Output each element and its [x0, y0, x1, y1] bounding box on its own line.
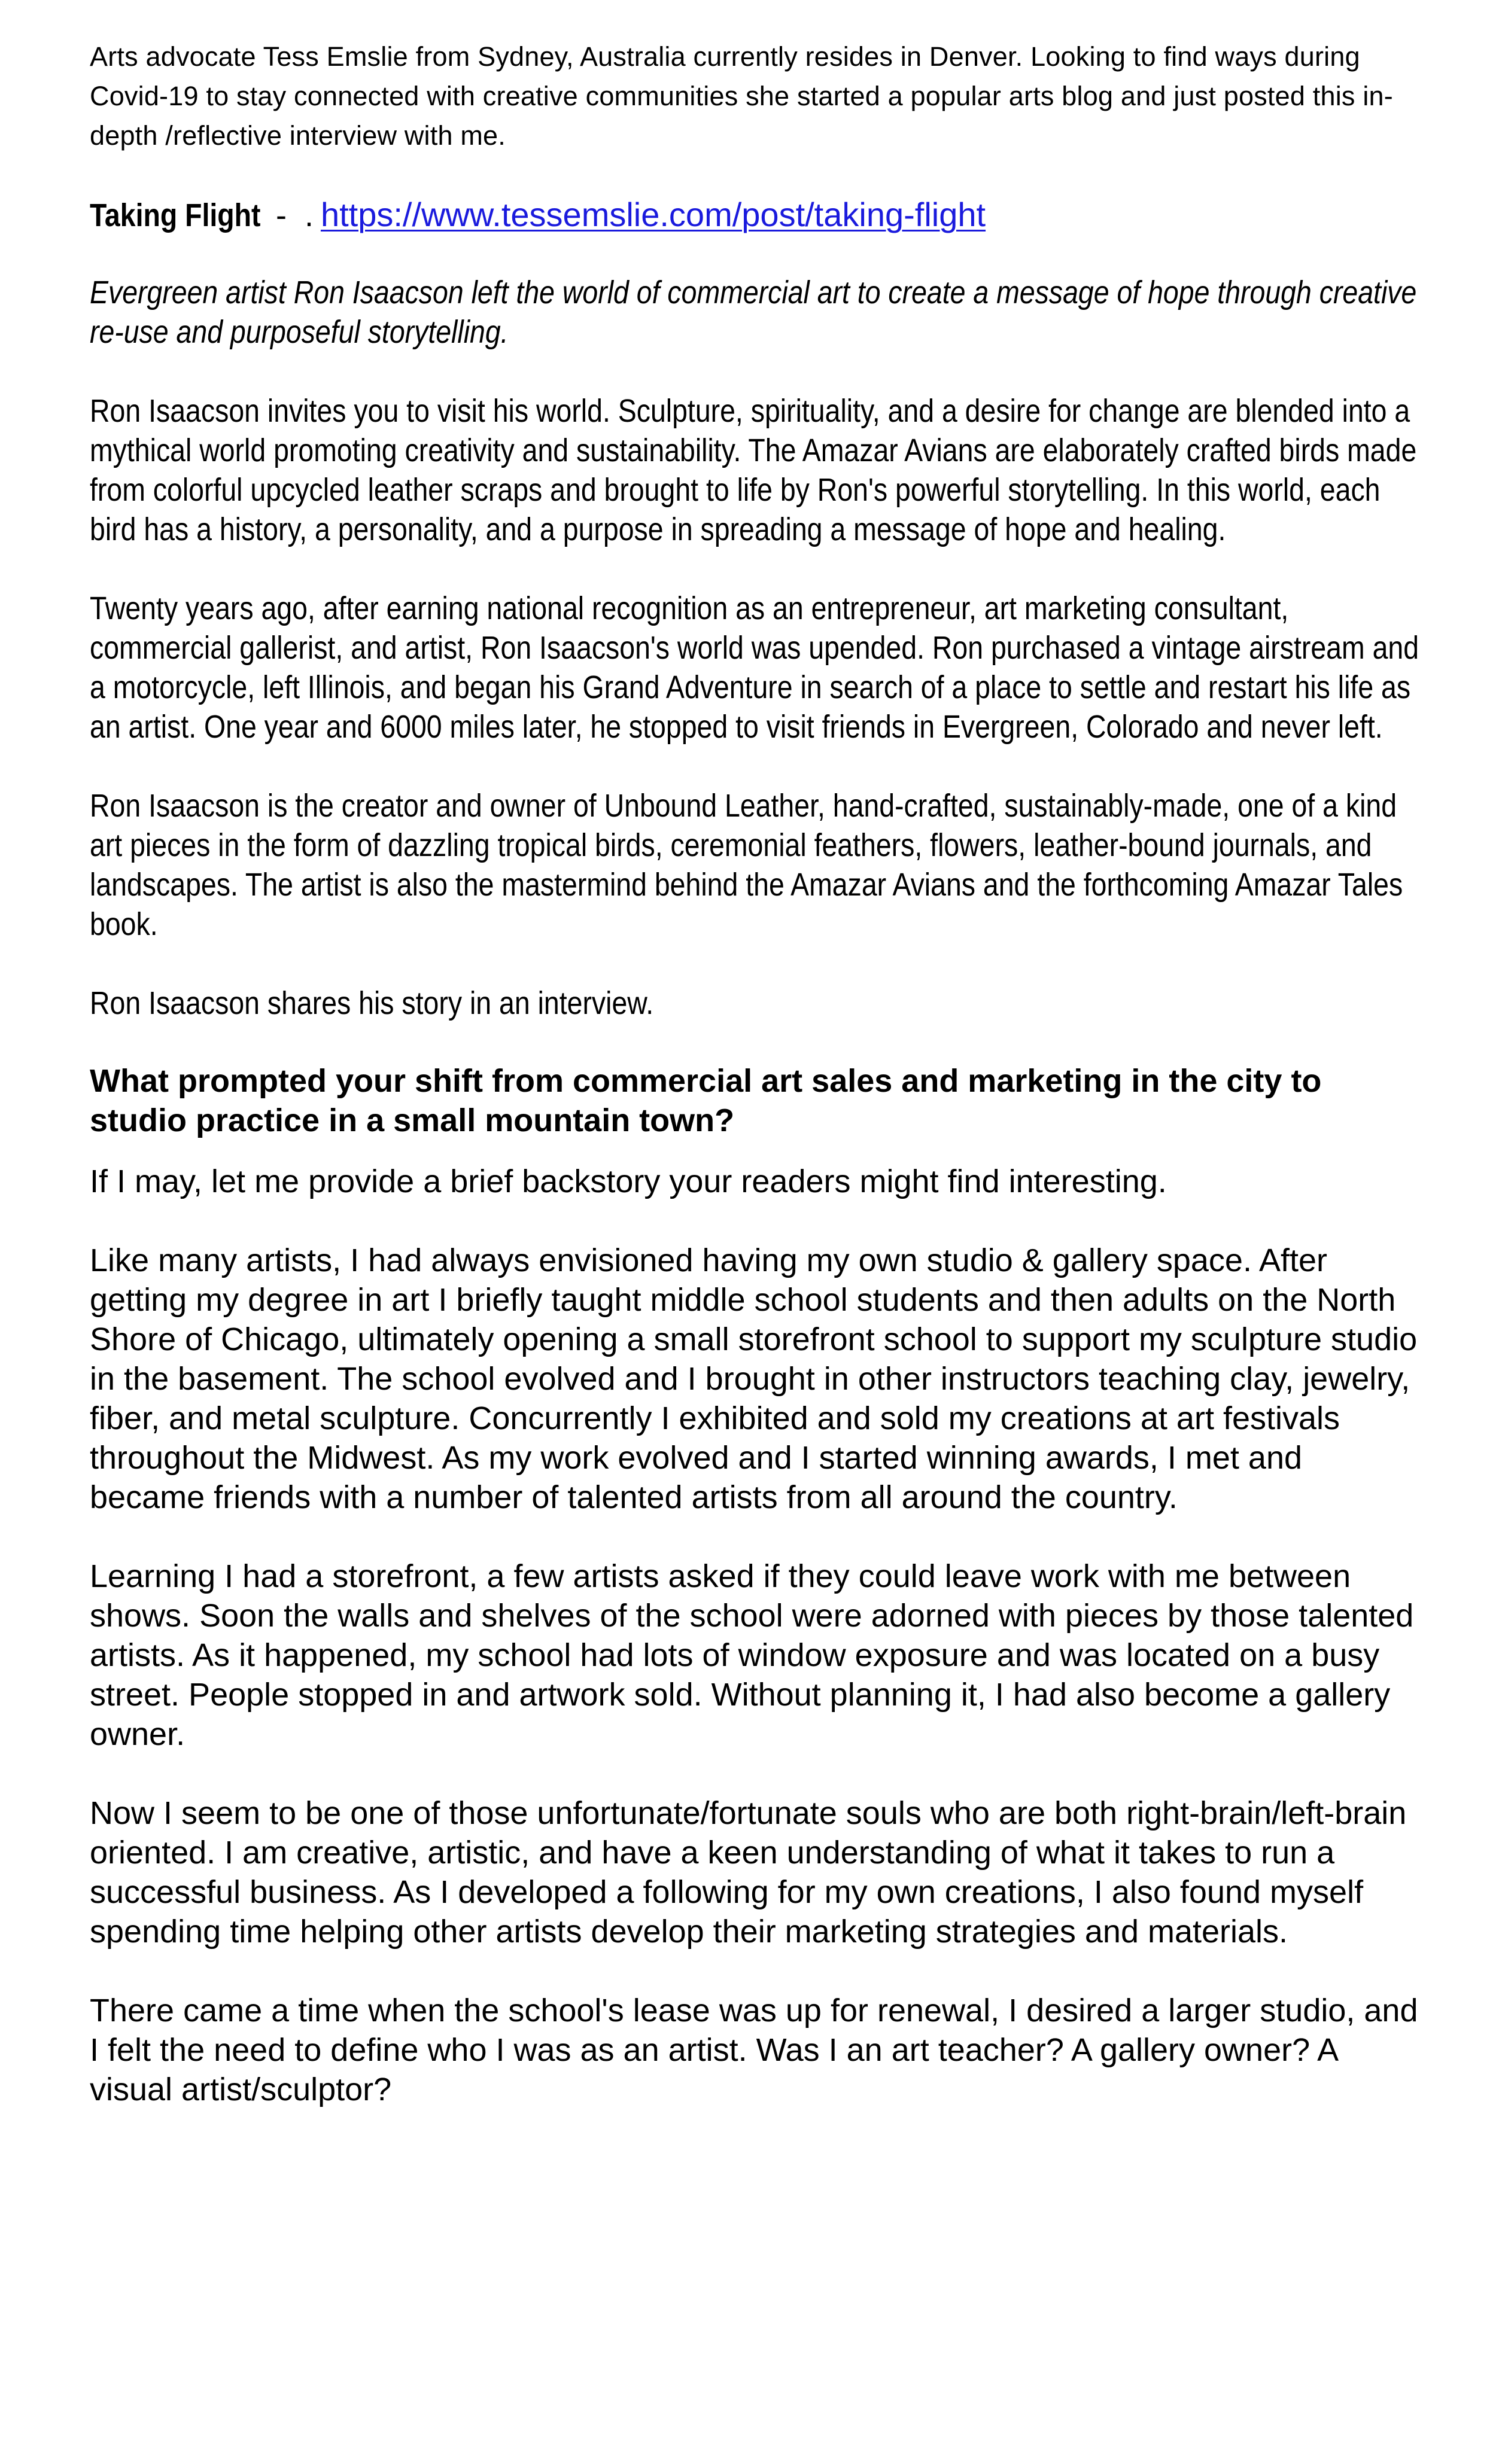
answer-paragraph: Now I seem to be one of those unfortunate/fortunate souls who are both right-brain/left-brain oriented. I am creative, artistic, and have a keen understanding of what it takes to run a successful business. As I developed a following for my own creations, I also found myself spending time helping other artists develop their marketing strategies and materials.	[90, 1795, 1407, 1950]
article-title: Taking Flight	[90, 197, 261, 233]
bio-paragraph: Ron Isaacson invites you to visit his world. Sculpture, spirituality, and a desire for change are blended into a mythical world promoting creativity and sustainability. The Amazar Avians are elaborately crafted birds made from colorful upcycled leather scraps and brought to life by Ron's powerful storytelling. In this world, each bird has a history, a personality, and a purpose in spreading a message of hope and healing.	[90, 393, 1417, 547]
answer-paragraph: If I may, let me provide a brief backstory your readers might find interesting.	[90, 1164, 1167, 1199]
article-link[interactable]: https://www.tessemslie.com/post/taking-flight	[320, 196, 986, 233]
title-separator: - .	[266, 197, 314, 233]
article-subtitle: Evergreen artist Ron Isaacson left the world of commercial art to create a message of hope through creative re-use and purposeful storytelling.	[90, 275, 1417, 350]
bio-paragraph: Twenty years ago, after earning national recognition as an entrepreneur, art marketing consultant, commercial gallerist, and artist, Ron Isaacson's world was upended. Ron purchased a vintage airstream and a motorcycle, left Illinois, and began his Grand Adventure in search of a place to settle and restart his life as an artist. One year and 6000 miles later, he stopped to visit friends in Evergreen, Colorado and never left.	[90, 590, 1419, 745]
title-line	[90, 195, 1424, 243]
intro-paragraph: Arts advocate Tess Emslie from Sydney, Australia currently resides in Denver. Looking to find ways during Covid-19 to stay connected with creative communities she started a popular arts blog and just posted this in-depth /reflective interview with me.	[90, 41, 1393, 151]
document-page	[90, 37, 1424, 2109]
interview-question: What prompted your shift from commercial art sales and marketing in the city to studio practice in a small mountain town?	[90, 1063, 1322, 1138]
bio-paragraph: Ron Isaacson shares his story in an interview.	[90, 985, 654, 1021]
answer-paragraph: There came a time when the school's lease was up for renewal, I desired a larger studio, and I felt the need to define who I was as an artist. Was I an art teacher? A gallery owner? A visual artist/sculptor?	[90, 1993, 1418, 2107]
answer-paragraph: Like many artists, I had always envisioned having my own studio & gallery space. After getting my degree in art I briefly taught middle school students and then adults on the North Shore of Chicago, ultimately opening a small storefront school to support my sculpture studio in the basement. The school evolved and I brought in other instructors teaching clay, jewelry, fiber, and metal sculpture. Concurrently I exhibited and sold my creations at art festivals throughout the Midwest. As my work evolved and I started winning awards, I met and became friends with a number of talented artists from all around the country.	[90, 1242, 1418, 1515]
answer-paragraph: Learning I had a storefront, a few artists asked if they could leave work with me between shows. Soon the walls and shelves of the school were adorned with pieces by those talented artists. As it happened, my school had lots of window exposure and was located on a busy street. People stopped in and artwork sold. Without planning it, I had also become a gallery owner.	[90, 1558, 1414, 1752]
bio-paragraph: Ron Isaacson is the creator and owner of Unbound Leather, hand-crafted, sustainably-made, one of a kind art pieces in the form of dazzling tropical birds, ceremonial feathers, flowers, leather-bound journals, and landscapes. The artist is also the mastermind behind the Amazar Avians and the forthcoming Amazar Tales book.	[90, 788, 1403, 942]
